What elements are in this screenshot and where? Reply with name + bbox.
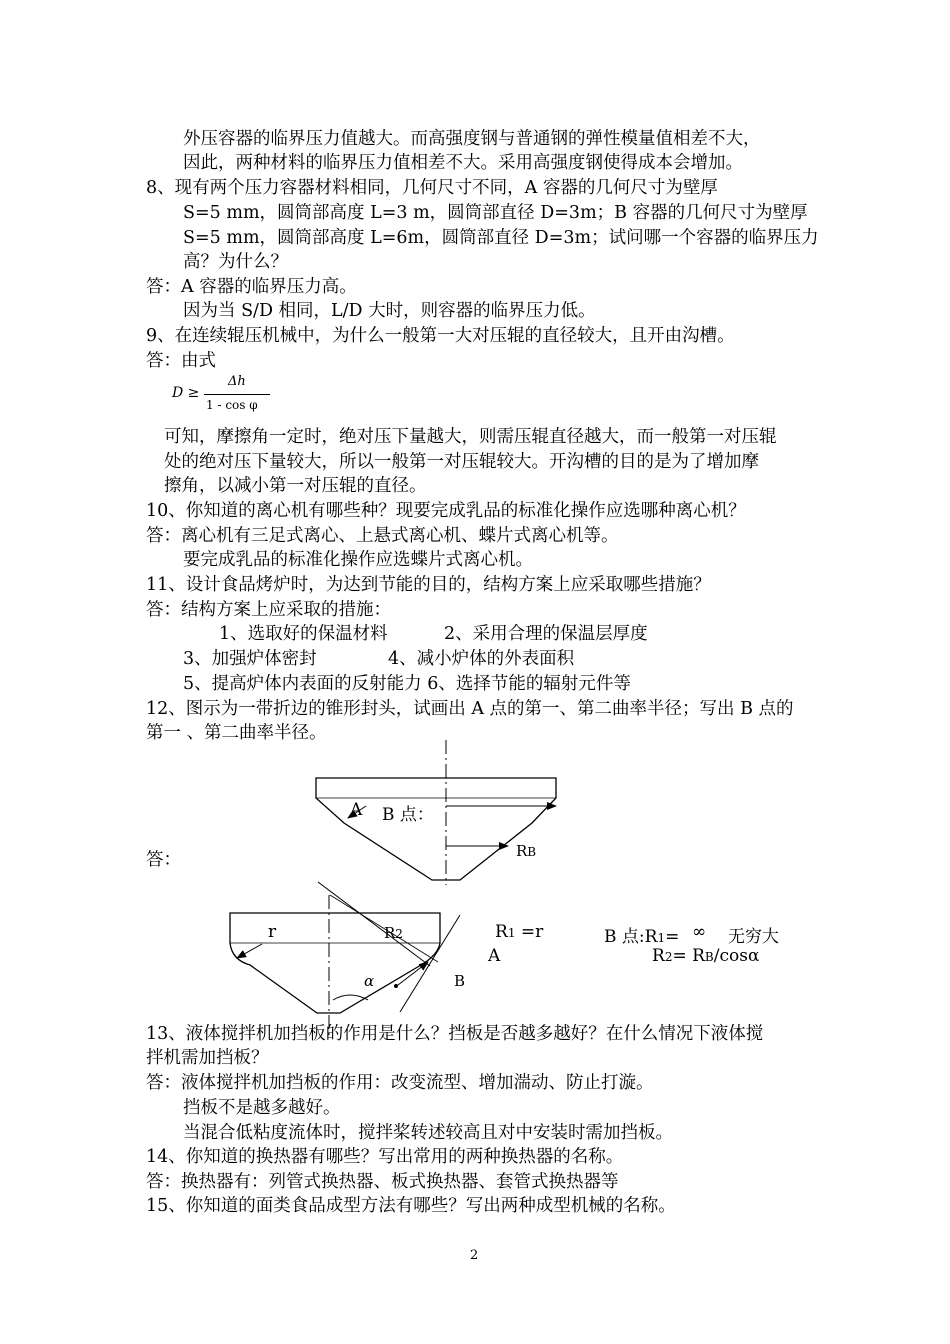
answer-13: 答：液体搅拌机加挡板的作用：改变流型、增加湍动、防止打漩。 — [146, 1073, 654, 1093]
label-point-b: B — [454, 972, 466, 990]
formula-lhs: D ≥ — [172, 385, 200, 401]
text-line: 因此，两种材料的临界压力值相差不大。采用高强度钢使得成本会增加。 — [183, 153, 743, 173]
b-r2-text: R — [652, 946, 665, 966]
normal-r2 — [318, 882, 430, 966]
text-line: 可知，摩擦角一定时，绝对压下量越大，则需压辊直径越大，而一般第一对压辊 — [164, 427, 777, 447]
label-point-a: A — [488, 946, 501, 966]
text-line: 因为当 S/D 相同，L/D 大时，则容器的临界压力低。 — [183, 301, 596, 321]
b-r2-equals: = R — [672, 946, 705, 966]
answer-9: 答：由式 — [146, 351, 216, 371]
arrow-r — [237, 944, 262, 958]
formula-numerator: Δh — [228, 374, 246, 389]
text-line: 处的绝对压下量较大，所以一般第一对压辊较大。开沟槽的目的是为了增加摩 — [164, 452, 759, 472]
text-line: S=5 mm，圆筒部高度 L=3 m，圆筒部直径 D=3m；B 容器的几何尺寸为壁厚 — [183, 203, 808, 223]
answer-10: 答：离心机有三足式离心、上悬式离心机、蝶片式离心机等。 — [146, 526, 619, 546]
label-r: r — [268, 922, 277, 942]
text-line: 挡板不是越多越好。 — [183, 1098, 341, 1118]
answer-8: 答：A 容器的临界压力高。 — [146, 277, 357, 297]
formula-denominator: 1 - cos φ — [206, 398, 258, 412]
b-r1-text: B 点:R — [604, 927, 658, 947]
label-b-point: B 点： — [382, 805, 434, 825]
rb-text: R — [516, 842, 528, 860]
b-r2-cos: /cosα — [713, 946, 760, 966]
b-r2-subscript: 2 — [664, 950, 673, 964]
question-9: 9、在连续辊压机械中，为什么一般第一大对压辊的直径较大，且开由沟槽。 — [146, 326, 735, 346]
answer-11: 答：结构方案上应采取的措施： — [146, 600, 391, 620]
infinite-text: 无穷大 — [728, 927, 779, 947]
r1-value: =r — [515, 922, 544, 942]
text-line: S=5 mm，圆筒部高度 L=6m，圆筒部直径 D=3m；试问哪一个容器的临界压力 — [183, 228, 819, 248]
measure-2: 2、采用合理的保温层厚度 — [444, 624, 648, 644]
question-8: 8、现有两个压力容器材料相同，几何尺寸不同，A 容器的几何尺寸为壁厚 — [146, 178, 718, 198]
top-cone-outline — [316, 778, 556, 880]
b-r2-subscript-b: B — [704, 950, 714, 964]
answer-12: 答： — [146, 850, 181, 870]
r1-subscript: 1 — [507, 926, 516, 940]
r1-text: R — [495, 922, 508, 942]
label-alpha: α — [364, 972, 375, 990]
b-r1-subscript: 1 — [657, 931, 666, 945]
tangent-b — [400, 915, 460, 1012]
answer-14: 答：换热器有：列管式换热器、板式换热器、套管式换热器等 — [146, 1172, 619, 1192]
question-10: 10、你知道的离心机有哪些种？现要完成乳品的标准化操作应选哪种离心机？ — [146, 501, 746, 521]
r1-equation — [495, 922, 543, 942]
question-11: 11、设计食品烤炉时，为达到节能的目的，结构方案上应采取哪些措施？ — [146, 575, 711, 595]
question-12: 12、图示为一带折边的锥形封头，试画出 A 点的第一、第二曲率半径；写出 B 点的 — [146, 699, 794, 719]
label-r2 — [384, 924, 403, 942]
text-line: 高？为什么？ — [183, 252, 288, 272]
text-line: 要完成乳品的标准化操作应选蝶片式离心机。 — [183, 550, 533, 570]
text-line: 当混合低粘度流体时，搅拌桨转述较高且对中安装时需加挡板。 — [183, 1123, 673, 1143]
text-line: 第一 、第二曲率半径。 — [146, 723, 327, 743]
page-number: 2 — [470, 1248, 479, 1263]
measure-4: 4、减小炉体的外表面积 — [388, 649, 575, 669]
infinity-symbol: ∞ — [692, 922, 707, 942]
b-r2-equation — [652, 946, 759, 966]
rb-subscript: B — [527, 845, 537, 859]
question-15: 15、你知道的面类食品成型方法有哪些？写出两种成型机械的名称。 — [146, 1196, 676, 1216]
b-r1-equals: = — [665, 927, 680, 947]
r2-subscript: 2 — [395, 927, 403, 941]
label-a-top: A — [350, 800, 363, 820]
question-14: 14、你知道的换热器有哪些？写出常用的两种换热器的名称。 — [146, 1147, 624, 1167]
r2-text: R — [384, 924, 396, 942]
text-line: 拌机需加挡板？ — [146, 1048, 269, 1068]
measure-3: 3、加强炉体密封 — [183, 649, 317, 669]
measure-1: 1、选取好的保温材料 — [219, 624, 388, 644]
point-marker — [394, 984, 398, 988]
text-line: 擦角，以减小第一对压辊的直径。 — [164, 476, 427, 496]
label-rb — [516, 842, 536, 860]
question-13: 13、液体搅拌机加挡板的作用是什么？挡板是否越多越好？在什么情况下液体搅 — [146, 1024, 764, 1044]
b-r1-equation — [604, 922, 679, 947]
text-line: 外压容器的临界压力值越大。而高强度钢与普通钢的弹性模量值相差不大， — [183, 129, 761, 149]
measure-5-6: 5、提高炉体内表面的反射能力 6、选择节能的辐射元件等 — [183, 674, 631, 694]
